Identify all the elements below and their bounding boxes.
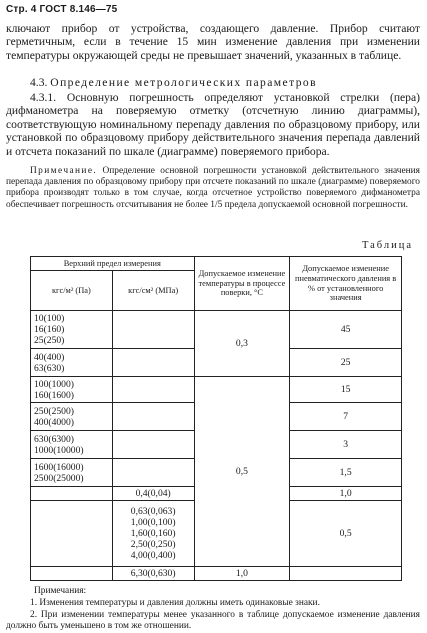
notes-title: Примечания: <box>34 586 87 596</box>
note-label: Примечание. <box>30 166 98 176</box>
cell-temp-0-5: 0,5 <box>194 377 290 567</box>
page-header: Стр. 4 ГОСТ 8.146—75 <box>6 4 118 15</box>
cell-range: 1600(16000) 2500(25000) <box>31 459 113 487</box>
cell-range: 250(2500) 400(4000) <box>31 403 113 431</box>
table-row <box>31 377 402 403</box>
paragraph-4-3-1: 4.3.1. Основную погрешность определяют установкой стрелки (пера) дифманометра на поверяемую отметку (отсчетную линию диаграммы), соответствующую номинальному перепаду давления по образцовому прибору, или установкой по образцовому прибору действительного значения перепада давлений и отсчета показаний по шкале (диаграмме) поверяемого прибора. <box>6 91 420 158</box>
cell-pressure: 0,5 <box>290 501 402 567</box>
header-pressure: Допускаемое изменение пневматического давления в % от установленного значения <box>290 257 402 311</box>
note-1 <box>6 166 420 211</box>
cell-range: 630(6300) 1000(10000) <box>31 431 113 459</box>
table-row <box>31 311 402 349</box>
section-title: Определение метрологических параметров <box>50 76 317 89</box>
cell-range: 0,4(0,04) <box>112 487 194 501</box>
note-1-text: Определение основной погрешности установкой действительного значения перепада давления по образцовому прибору при отсчете показаний по шкале (диаграмме) поверяемого прибора производят только в том случае, когда отсчетное устройство поверяемого дифманометра обеспечивает погрешность отсчитывания не более 1/5 предела допускаемой основной погрешности. <box>6 166 420 210</box>
cell-pressure: 45 <box>290 311 402 349</box>
cell-pressure: 1,0 <box>290 487 402 501</box>
cell-pressure: 25 <box>290 349 402 377</box>
cell-pressure: 3 <box>290 431 402 459</box>
note-3: 2. При изменении температуры менее указанного в таблице допускаемое изменение давления должно быть уменьшено в том же отношении. <box>6 610 420 632</box>
table-caption: Таблица <box>361 240 413 251</box>
cell-pressure: 1,5 <box>290 459 402 487</box>
section-number: 4.3. <box>30 76 48 89</box>
header-kgs-cm2: кгс/см² (МПа) <box>112 271 194 311</box>
cell-temp-0-3: 0,3 <box>194 311 290 377</box>
paragraph-1: ключают прибор от устройства, создающего давление. Прибор считают герметичным, если в течение 15 мин изменение давления при изменении температуры окружающей среды не превышает значений, указанных в таблице. <box>6 22 420 62</box>
cell-pressure: 7 <box>290 403 402 431</box>
cell-range: 6,30(0,630) <box>112 567 194 581</box>
cell-range: 40(400) 63(630) <box>31 349 113 377</box>
tolerance-table <box>30 256 402 581</box>
cell-temp-1-0: 1,0 <box>194 567 290 581</box>
cell-range: 0,63(0,063) 1,00(0,100) 1,60(0,160) 2,50(0,250) 4,00(0,400) <box>112 501 194 567</box>
cell-range: 10(100) 16(160) 25(250) <box>31 311 113 349</box>
header-kgs-m2: кгс/м² (Па) <box>31 271 113 311</box>
cell-pressure: 15 <box>290 377 402 403</box>
table-row <box>31 567 402 581</box>
note-2: 1. Изменения температуры и давления должны иметь одинаковые знаки. <box>30 598 320 608</box>
header-upper-limit: Верхний предел измерения <box>31 257 195 271</box>
header-temperature: Допускаемое изменение температуры в процессе поверки, °С <box>194 257 290 311</box>
section-heading <box>6 76 420 89</box>
cell-range: 100(1000) 160(1600) <box>31 377 113 403</box>
